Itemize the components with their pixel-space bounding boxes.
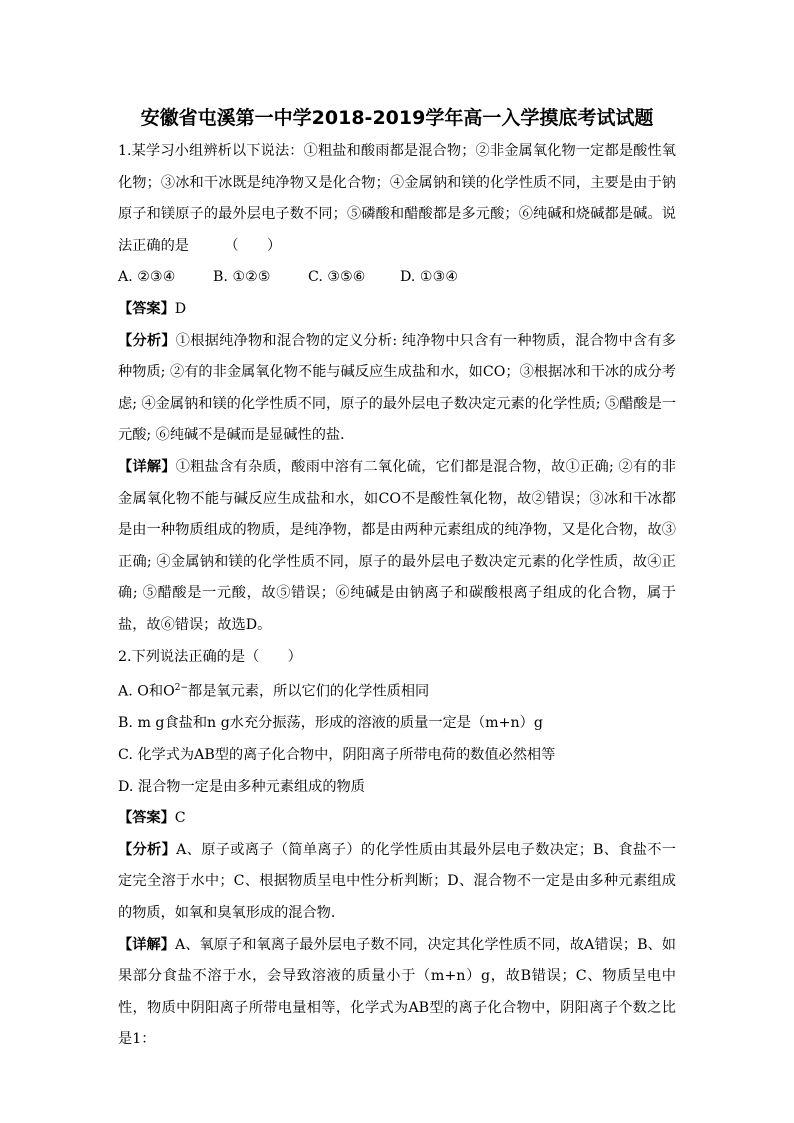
question-1-stem: 1.某学习小组辨析以下说法：①粗盐和酸雨都是混合物；②非金属氧化物一定都是酸性氧化物；③冰和干冰既是纯净物又是化合物；④金属钠和镁的化学性质不同，主要是由于钠原子和镁原子的最外层电子数不同；⑤磷酸和醋酸都是多元酸；⑥纯碱和烧碱都是碱。说法正确的是 （ ） bbox=[118, 143, 676, 254]
question-2-option-d: D. 混合物一定是由多种元素组成的物质 bbox=[118, 778, 365, 795]
question-2-option-c: C. 化学式为AB型的离子化合物中，阴阳离子所带电荷的数值必然相等 bbox=[118, 747, 556, 764]
answer-value: D bbox=[174, 300, 187, 317]
answer-label: 【答案】 bbox=[118, 300, 175, 317]
question-1-option-d: D. ①③④ bbox=[400, 269, 459, 286]
question-2-stem: 2.下列说法正确的是（ ） bbox=[118, 648, 302, 665]
exam-page bbox=[118, 104, 676, 1056]
detail-text: A、氧原子和氧离子最外层电子数不同，决定其化学性质不同，故A错误；B、如果部分食盐不溶于水，会导致溶液的质量小于（m+n）g，故B错误；C、物质呈电中性，物质中阴阳离子所带电量相等，化学式为AB型的离子化合物中，阴阳离子个数之比是1： bbox=[118, 936, 676, 1048]
question-1-detail bbox=[118, 452, 676, 642]
question-1-answer bbox=[118, 294, 676, 326]
question-1-analysis bbox=[118, 326, 676, 452]
analysis-label: 【分析】 bbox=[118, 841, 177, 858]
ion-charge: 2− bbox=[174, 683, 188, 694]
document-title: 安徽省屯溪第一中学2018-2019学年高一入学摸底考试试题 bbox=[140, 107, 654, 129]
question-1-option-c: C. ③⑤⑥ bbox=[308, 269, 366, 286]
analysis-label: 【分析】 bbox=[118, 332, 176, 349]
question-2-answer bbox=[118, 803, 676, 835]
question-2-analysis bbox=[118, 835, 676, 930]
question-1-option-a: A. ②③④ bbox=[118, 269, 176, 286]
question-1-options bbox=[118, 262, 676, 294]
option-a-text-start: A. O和O bbox=[118, 683, 175, 700]
question-2-option-b: B. m g食盐和n g水充分振荡，形成的溶液的质量一定是（m+n）g bbox=[118, 715, 543, 732]
answer-value: C bbox=[174, 810, 186, 827]
answer-label: 【答案】 bbox=[118, 810, 175, 827]
analysis-text: ①根据纯净物和混合物的定义分析: 纯净物中只含有一种物质，混合物中含有多种物质; ②有的非金属氧化物不能与碱反应生成盐和水，如CO；③根据冰和干冰的成分考虑; ④金属钠和镁的化学性质不同，原子的最外层电子数决定元素的化学性质; ⑤醋酸是一元酸; ⑥纯碱不是碱而是显碱性的盐． bbox=[118, 332, 676, 444]
question-2-detail bbox=[118, 930, 676, 1056]
detail-label: 【详解】 bbox=[118, 936, 175, 953]
question-2-option-a bbox=[118, 673, 676, 708]
detail-label: 【详解】 bbox=[118, 458, 176, 475]
analysis-text: A、原子或离子（简单离子）的化学性质由其最外层电子数决定；B、食盐不一定完全溶于水中；C、根据物质呈电中性分析判断；D、混合物不一定是由多种元素组成的物质，如氧和臭氧形成的混合物． bbox=[118, 841, 676, 921]
option-a-text-end: 都是氧元素，所以它们的化学性质相同 bbox=[188, 683, 430, 700]
question-1-option-b: B. ①②⑤ bbox=[213, 269, 271, 286]
detail-text: ①粗盐含有杂质，酸雨中溶有二氧化硫，它们都是混合物，故①正确; ②有的非金属氧化物不能与碱反应生成盐和水，如CO不是酸性氧化物，故②错误；③冰和干冰都是由一种物质组成的物质，是纯净物，都是由两种元素组成的纯净物，又是化合物，故③正确; ④金属钠和镁的化学性质不同，原子的最外层电子数决定元素的化学性质，故④正确; ⑤醋酸是一元酸，故⑤错误；⑥纯碱是由钠离子和碳酸根离子组成的化合物，属于盐，故⑥错误；故选D。 bbox=[118, 458, 676, 633]
